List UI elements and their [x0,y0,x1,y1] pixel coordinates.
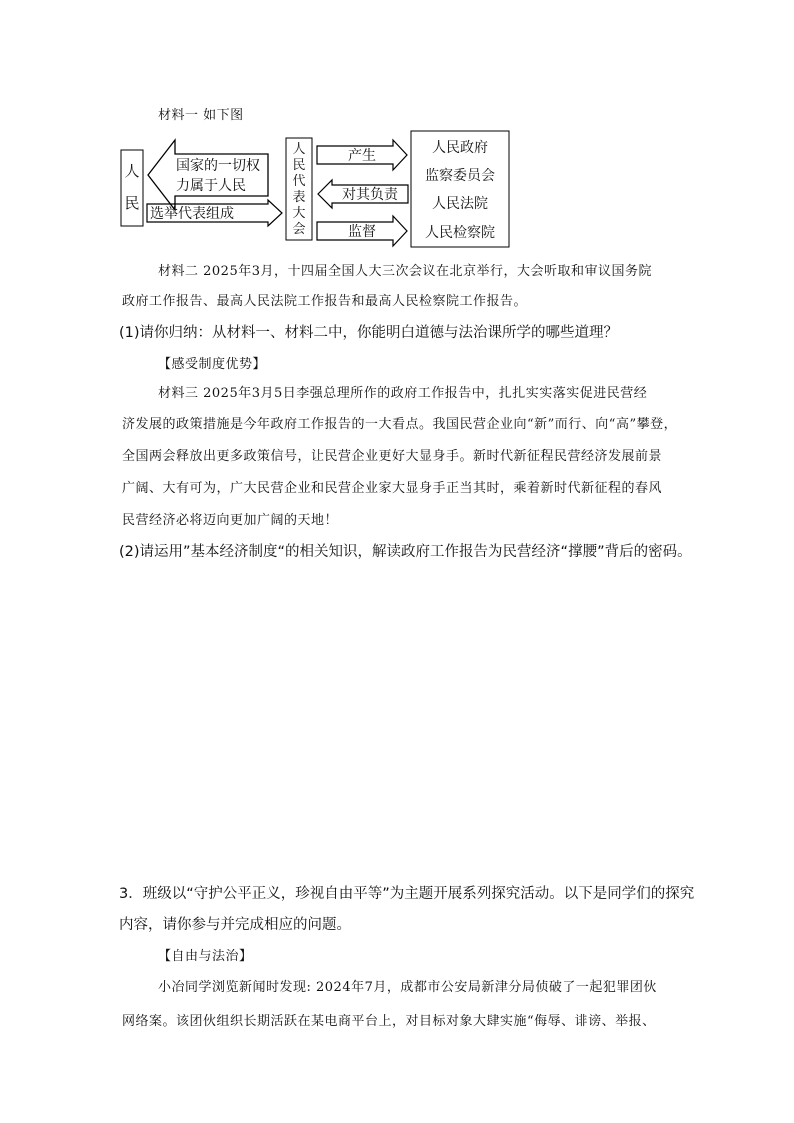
material1-label: 材料一 如下图 [158,108,244,123]
organ-government: 人民政府 [432,140,488,156]
section-freedom-heading: 【自由与法治】 [158,949,253,964]
power-arrow-line1: 国家的一切权 [176,158,260,174]
question-2: (2)请运用”基本经济制度“的相关知识，解读政府工作报告为民营经济“撑腰”背后的密码。 [119,544,692,560]
elect-arrow-label: 选举代表组成 [150,206,234,222]
section-institution-heading: 【感受制度优势】 [158,357,267,372]
question-3-line2: 内容，请你参与并完成相应的问题。 [119,917,351,933]
question-3-line1: 3．班级以“守护公平正义，珍视自由平等”为主题开展系列探究活动。以下是同学们的探究 [119,886,695,902]
material3-line2: 济发展的政策措施是今年政府工作报告的一大看点。我国民营企业向“新”而行、向“高”攀登， [122,417,678,432]
congress-char-3: 代 [292,174,306,189]
supervise-arrow-label: 监督 [348,224,376,240]
people-char-2: 民 [124,194,140,212]
congress-char-2: 民 [292,158,306,173]
organ-supervision: 监察委员会 [425,168,495,184]
material3-line1: 材料三 2025年3月5日李强总理所作的政府工作报告中，扎扎实实落实促进民营经 [158,386,648,401]
material2-line1: 材料二 2025年3月，十四届全国人大三次会议在北京举行，大会听取和审议国务院 [158,264,652,279]
material3-line4: 广阔、大有可为，广大民营企业和民营企业家大显身手正当其时，乘着新时代新征程的春风 [122,481,663,496]
material2-line2: 政府工作报告、最高人民法院工作报告和最高人民检察院工作报告。 [122,294,528,309]
state-power-diagram [118,128,518,250]
responsible-arrow-label: 对其负责 [342,187,398,203]
congress-char-5: 大 [292,206,306,221]
material3-line5: 民营经济必将迈向更加广阔的天地！ [122,513,339,528]
question-1: (1)请你归纳：从材料一、材料二中，你能明白道德与法治课所学的哪些道理？ [119,325,619,341]
power-arrow-line2: 力属于人民 [176,178,246,194]
news-line2: 网络案。该团伙组织长期活跃在某电商平台上，对目标对象大肆实施“侮辱、诽谤、举报、 [122,1014,656,1029]
congress-char-4: 表 [292,190,306,205]
congress-char-6: 会 [292,222,306,237]
produce-arrow-label: 产生 [348,148,376,164]
organ-procuratorate: 人民检察院 [425,225,495,241]
organ-court: 人民法院 [432,196,488,212]
congress-char-1: 人 [292,142,306,157]
news-line1: 小冶同学浏览新闻时发现: 2024年7月，成都市公安局新津分局侦破了一起犯罪团伙 [158,980,657,995]
power-arrow [148,140,268,210]
material3-line3: 全国两会释放出更多政策信号，让民营企业更好大显身手。新时代新征程民营经济发展前景 [122,449,663,464]
people-char-1: 人 [124,162,140,180]
